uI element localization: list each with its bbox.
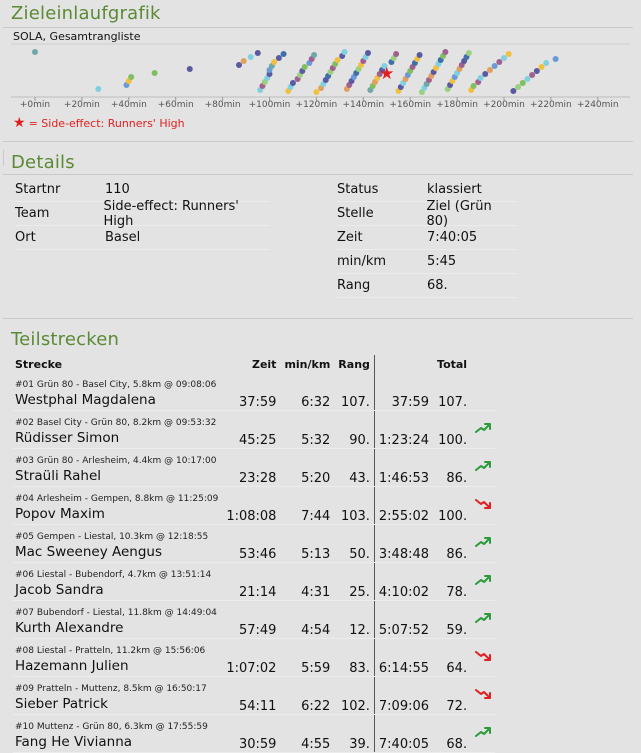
- detail-value: Side-effect: Runners' High: [103, 198, 239, 229]
- leg-total-time: 1:46:53: [375, 449, 433, 487]
- trend-up-icon: [475, 574, 491, 586]
- leg-trend-cell: [471, 411, 495, 449]
- leg-total-rank: 68.: [433, 715, 471, 753]
- trend-up-icon: [475, 422, 491, 434]
- leg-name-cell: [13, 639, 222, 677]
- leg-time: 21:14: [222, 563, 280, 601]
- leg-runner[interactable]: Westphal Magdalena: [15, 392, 156, 408]
- x-tick-label: +60min: [157, 100, 194, 110]
- section-divider: [3, 141, 633, 142]
- leg-rank: 43.: [334, 449, 374, 487]
- x-tick-label: +220min: [530, 100, 572, 110]
- leg-total-rank: 59.: [433, 601, 471, 639]
- detail-key: Startnr: [15, 182, 61, 197]
- x-tick-label: +180min: [436, 100, 478, 110]
- col-trend: [471, 355, 495, 373]
- finish-point[interactable]: [515, 84, 521, 90]
- leg-total-time: 7:40:05: [375, 715, 433, 753]
- chart-section-title: Zieleinlaufgrafik: [11, 3, 161, 24]
- leg-total-time: 7:09:06: [375, 677, 433, 715]
- details-left-list: [15, 178, 270, 250]
- leg-row[interactable]: [13, 715, 495, 753]
- detail-value: 110: [105, 182, 130, 197]
- leg-runner[interactable]: Straüli Rahel: [15, 468, 102, 484]
- leg-pace: 5:20: [280, 449, 334, 487]
- x-tick-label: +120min: [295, 100, 338, 110]
- detail-key: Status: [337, 182, 379, 197]
- leg-row[interactable]: [13, 639, 495, 677]
- finish-point[interactable]: [276, 55, 282, 61]
- leg-row[interactable]: [13, 601, 495, 639]
- leg-total-rank: 86.: [433, 525, 471, 563]
- section-divider: [3, 318, 633, 319]
- leg-runner[interactable]: Fang He Vivianna: [15, 734, 133, 750]
- leg-runner[interactable]: Rüdisser Simon: [15, 430, 120, 446]
- finish-point[interactable]: [236, 62, 242, 68]
- leg-name-cell: [13, 677, 222, 715]
- leg-time: 1:08:08: [222, 487, 280, 525]
- leg-row[interactable]: [13, 487, 495, 525]
- leg-trend-cell: [471, 601, 495, 639]
- finish-point[interactable]: [487, 67, 493, 73]
- leg-trend-cell: [471, 715, 495, 753]
- x-tick-label: +240min: [576, 100, 619, 110]
- leg-pace: 6:32: [280, 373, 334, 411]
- detail-key: Team: [15, 206, 50, 221]
- finish-point[interactable]: [442, 49, 448, 55]
- finish-point[interactable]: [342, 49, 348, 55]
- finish-point[interactable]: [478, 75, 484, 81]
- leg-name-cell: [13, 373, 222, 411]
- col-total: Total: [437, 357, 468, 371]
- leg-rank: 25.: [334, 563, 374, 601]
- leg-runner[interactable]: Hazemann Julien: [15, 658, 129, 674]
- leg-pace: 4:54: [280, 601, 334, 639]
- leg-segment: #10 Muttenz - Grün 80, 6.3km @ 17:55:59: [15, 722, 208, 732]
- leg-row[interactable]: [13, 525, 495, 563]
- leg-time: 23:28: [222, 449, 280, 487]
- leg-name-cell: [13, 563, 222, 601]
- leg-total-rank: 100.: [433, 487, 471, 525]
- leg-pace: 7:44: [280, 487, 334, 525]
- leg-trend-cell: [471, 487, 495, 525]
- detail-key: Stelle: [337, 206, 374, 221]
- leg-trend-cell: [471, 449, 495, 487]
- trend-up-icon: [475, 612, 491, 624]
- finish-point[interactable]: [95, 86, 101, 92]
- leg-total-time: 2:55:02: [375, 487, 433, 525]
- leg-row[interactable]: [13, 677, 495, 715]
- leg-rank: 12.: [334, 601, 374, 639]
- detail-row: [15, 198, 270, 229]
- leg-segment: #05 Gempen - Liestal, 10.3km @ 12:18:55: [15, 532, 209, 542]
- leg-runner[interactable]: Mac Sweeney Aengus: [15, 544, 163, 560]
- finish-point[interactable]: [365, 50, 371, 56]
- finish-point[interactable]: [496, 59, 502, 65]
- finish-point[interactable]: [466, 50, 472, 56]
- leg-pace: 5:59: [280, 639, 334, 677]
- leg-rank: 102.: [334, 677, 374, 715]
- legend-label: = Side-effect: Runners' High: [28, 116, 185, 130]
- trend-down-icon: [475, 650, 491, 662]
- leg-time: 37:59: [222, 373, 280, 411]
- leg-time: 54:11: [222, 677, 280, 715]
- leg-total-time: 3:48:48: [375, 525, 433, 563]
- trend-down-icon: [475, 498, 491, 510]
- leg-row[interactable]: [13, 373, 495, 411]
- section-divider: [3, 174, 633, 175]
- finish-point[interactable]: [248, 54, 254, 60]
- leg-name-cell: [13, 601, 222, 639]
- leg-time: 45:25: [222, 411, 280, 449]
- leg-row[interactable]: [13, 449, 495, 487]
- detail-row: [337, 226, 517, 250]
- finish-point[interactable]: [553, 56, 559, 62]
- leg-total-time: 5:07:52: [375, 601, 433, 639]
- col-rang: Rang: [338, 357, 370, 371]
- finish-point[interactable]: [417, 52, 423, 58]
- leg-rank: 83.: [334, 639, 374, 677]
- leg-segment: #08 Liestal - Pratteln, 11.2km @ 15:56:06: [15, 646, 206, 656]
- x-tick-label: +40min: [110, 100, 147, 110]
- leg-total-rank: 72.: [433, 677, 471, 715]
- leg-row[interactable]: [13, 563, 495, 601]
- leg-pace: 4:55: [280, 715, 334, 753]
- detail-value: 5:45: [427, 254, 457, 269]
- leg-segment: #06 Liestal - Bubendorf, 4.7km @ 13:51:14: [15, 570, 212, 580]
- finish-point[interactable]: [534, 68, 540, 74]
- finish-point[interactable]: [241, 58, 247, 64]
- detail-row: [337, 274, 517, 298]
- finish-point[interactable]: [510, 88, 516, 94]
- leg-pace: 4:31: [280, 563, 334, 601]
- leg-name-cell: [13, 449, 222, 487]
- leg-pace: 5:32: [280, 411, 334, 449]
- leg-segment: #07 Bubendorf - Liestal, 11.8km @ 14:49:04: [15, 608, 217, 618]
- leg-runner[interactable]: Sieber Patrick: [15, 696, 108, 712]
- finish-point[interactable]: [290, 80, 296, 86]
- col-zeit: Zeit: [251, 357, 277, 371]
- finish-point[interactable]: [524, 76, 530, 82]
- detail-value: 68.: [427, 278, 448, 293]
- leg-total-time: 4:10:02: [375, 563, 433, 601]
- detail-key: min/km: [337, 254, 387, 269]
- finish-point[interactable]: [271, 59, 277, 65]
- col-pace: min/km: [284, 357, 331, 371]
- detail-row: [15, 226, 270, 250]
- x-tick-label: +20min: [63, 100, 100, 110]
- leg-name-cell: [13, 487, 222, 525]
- finish-point[interactable]: [128, 74, 134, 80]
- finish-point[interactable]: [501, 55, 507, 61]
- detail-value: klassiert: [427, 182, 482, 197]
- leg-total-rank: 100.: [433, 411, 471, 449]
- finish-point[interactable]: [281, 51, 287, 57]
- x-tick-label: +160min: [389, 100, 432, 110]
- legs-table: [13, 355, 495, 753]
- leg-rank: 103.: [334, 487, 374, 525]
- leg-total-rank: 86.: [433, 449, 471, 487]
- legs-header-row: [13, 355, 495, 373]
- chart-subtitle: SOLA, Gesamtrangliste: [13, 30, 141, 43]
- finish-point[interactable]: [187, 66, 193, 72]
- chart-legend: [13, 116, 185, 130]
- finish-point[interactable]: [529, 72, 535, 78]
- leg-rank: 107.: [334, 373, 374, 411]
- x-tick-label: +200min: [483, 100, 525, 110]
- details-right-list: [337, 178, 517, 298]
- trend-up-icon: [475, 536, 491, 548]
- leg-time: 1:07:02: [222, 639, 280, 677]
- finish-point[interactable]: [539, 64, 545, 70]
- leg-trend-cell: [471, 525, 495, 563]
- detail-value: Ziel (Grün 80): [426, 198, 492, 229]
- leg-total-time: 37:59: [375, 373, 433, 411]
- leg-total-time: 1:23:24: [375, 411, 433, 449]
- legs-title: Teilstrecken: [11, 329, 120, 350]
- finish-point[interactable]: [313, 89, 319, 95]
- finish-point[interactable]: [492, 63, 498, 69]
- leg-total-rank: 107.: [433, 373, 471, 411]
- leg-trend-cell: [471, 639, 495, 677]
- leg-total-rank: 64.: [433, 639, 471, 677]
- section-marker: [3, 150, 4, 166]
- col-total-time: [375, 355, 433, 373]
- leg-segment: #09 Pratteln - Muttenz, 8.5km @ 16:50:17: [15, 684, 207, 694]
- finish-point[interactable]: [482, 71, 488, 77]
- x-tick-label: +0min: [19, 100, 51, 110]
- highlight-star-icon: ★: [13, 115, 26, 131]
- finish-point[interactable]: [393, 51, 399, 57]
- finish-point[interactable]: [335, 57, 341, 63]
- detail-row: [337, 198, 517, 229]
- finish-point[interactable]: [311, 52, 317, 58]
- trend-up-icon: [475, 460, 491, 472]
- finish-point[interactable]: [506, 51, 512, 57]
- leg-time: 57:49: [222, 601, 280, 639]
- leg-trend-cell: [471, 373, 495, 411]
- leg-segment: #01 Grün 80 - Basel City, 5.8km @ 09:08:06: [15, 380, 217, 390]
- x-tick-label: +100min: [248, 100, 291, 110]
- x-tick-label: +80min: [204, 100, 241, 110]
- finish-point[interactable]: [255, 50, 261, 56]
- col-strecke: Strecke: [15, 357, 63, 371]
- leg-total-time: 6:14:55: [375, 639, 433, 677]
- leg-runner[interactable]: Jacob Sandra: [15, 582, 104, 598]
- leg-segment: #02 Basel City - Grün 80, 8.2km @ 09:53:32: [15, 418, 217, 428]
- leg-name-cell: [13, 411, 222, 449]
- leg-total-rank: 78.: [433, 563, 471, 601]
- finish-point[interactable]: [520, 80, 526, 86]
- finish-point[interactable]: [471, 83, 477, 89]
- x-tick-label: +140min: [342, 100, 385, 110]
- detail-key: Zeit: [337, 230, 363, 245]
- leg-time: 30:59: [222, 715, 280, 753]
- leg-rank: 90.: [334, 411, 374, 449]
- leg-rank: 50.: [334, 525, 374, 563]
- leg-row[interactable]: [13, 411, 495, 449]
- leg-pace: 6:22: [280, 677, 334, 715]
- detail-value: Basel: [105, 230, 141, 245]
- finish-point[interactable]: [543, 60, 549, 66]
- finish-chart: [0, 0, 641, 120]
- detail-key: Rang: [337, 278, 371, 293]
- finish-point[interactable]: [32, 49, 38, 55]
- highlight-star-icon[interactable]: ★: [379, 64, 395, 84]
- leg-name-cell: [13, 525, 222, 563]
- detail-row: [337, 250, 517, 274]
- finish-point[interactable]: [152, 70, 158, 76]
- leg-segment: #04 Arlesheim - Gempen, 8.8km @ 11:25:09: [15, 494, 219, 504]
- trend-up-icon: [475, 726, 491, 738]
- leg-trend-cell: [471, 677, 495, 715]
- detail-key: Ort: [15, 230, 36, 245]
- leg-name-cell: [13, 715, 222, 753]
- leg-segment: #03 Grün 80 - Arlesheim, 4.4km @ 10:17:00: [15, 456, 217, 466]
- detail-value: 7:40:05: [427, 230, 478, 245]
- trend-down-icon: [475, 688, 491, 700]
- leg-runner[interactable]: Popov Maxim: [15, 506, 105, 522]
- leg-pace: 5:13: [280, 525, 334, 563]
- leg-trend-cell: [471, 563, 495, 601]
- leg-rank: 39.: [334, 715, 374, 753]
- finish-point[interactable]: [302, 64, 308, 70]
- leg-time: 53:46: [222, 525, 280, 563]
- leg-runner[interactable]: Kurth Alexandre: [15, 620, 124, 636]
- details-title: Details: [11, 152, 75, 173]
